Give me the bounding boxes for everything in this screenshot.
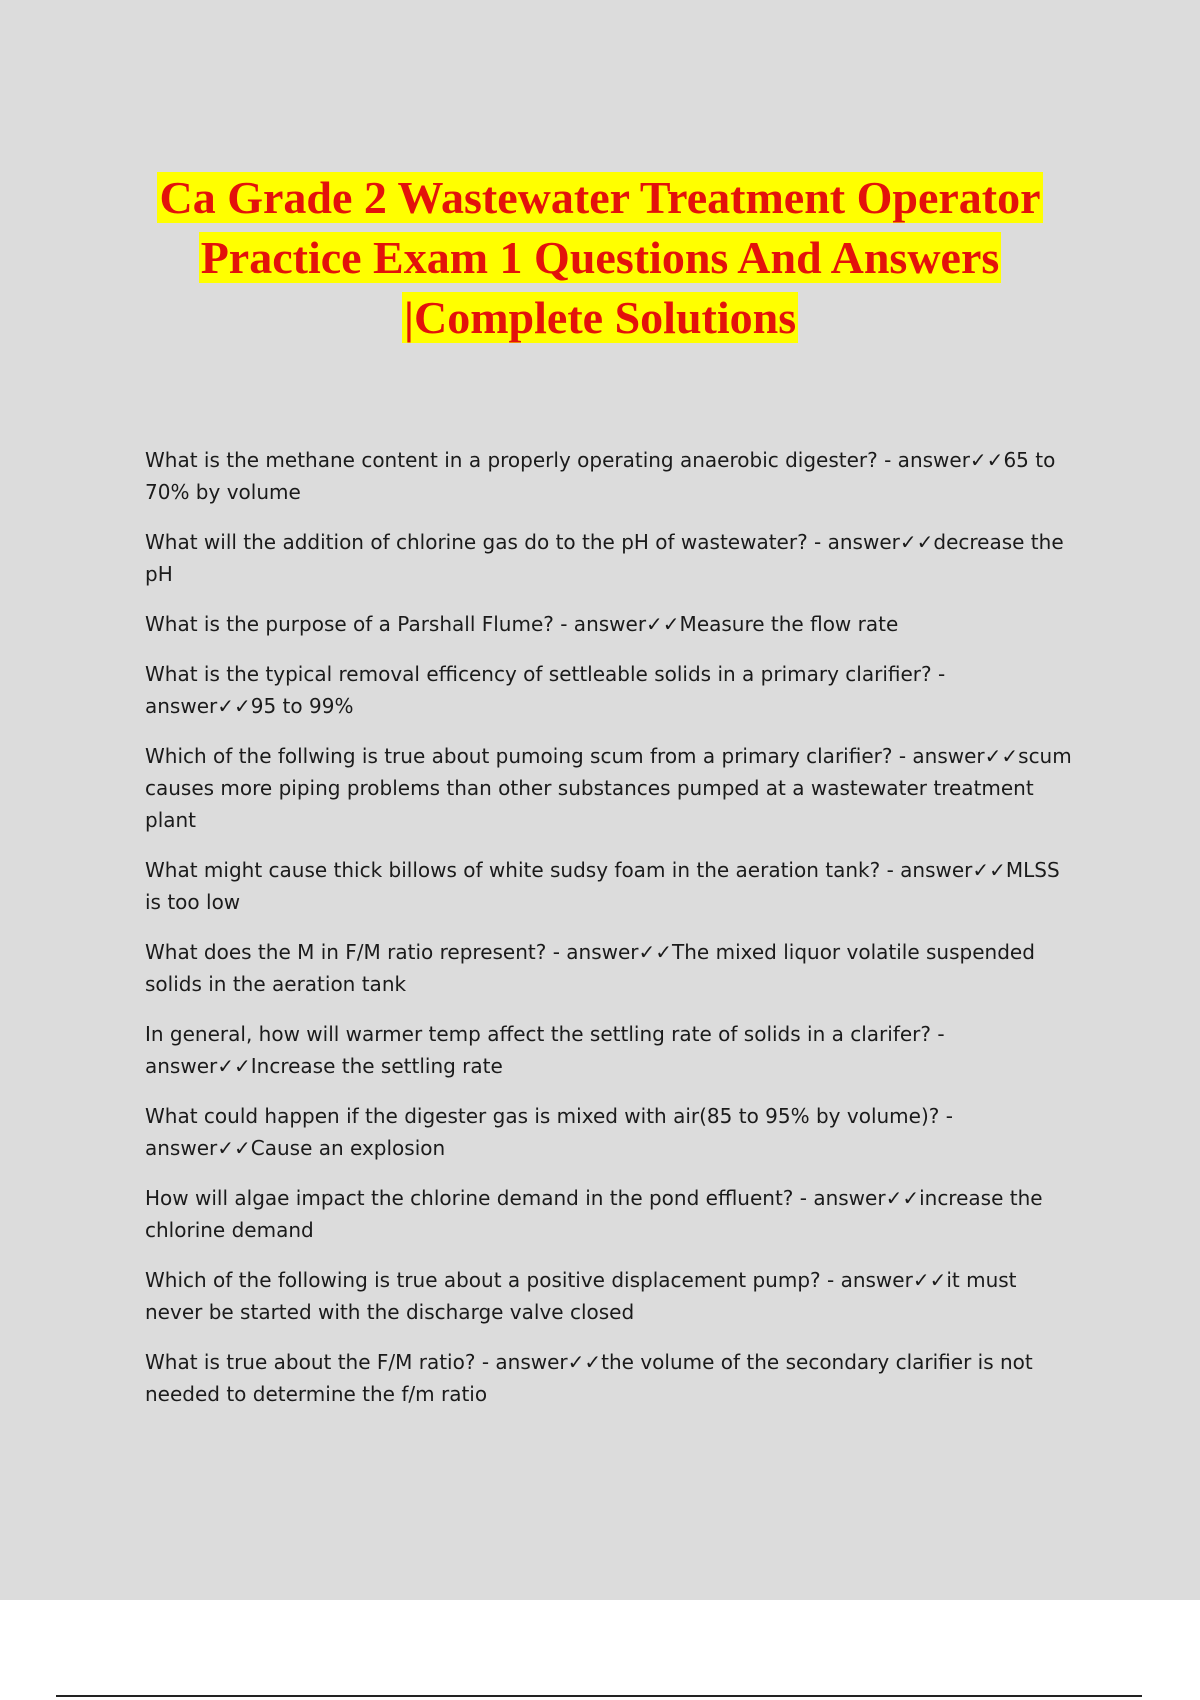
qa-item: What is true about the F/M ratio? - answer✓✓the volume of the secondary clarifier is not needed to determine the f/m ratio [145, 1350, 1033, 1406]
title-line-2-text: Practice Exam 1 Questions And Answers [200, 232, 1000, 283]
title-line-2 [60, 228, 1140, 288]
title-line-1-text: Ca Grade 2 Wastewater Treatment Operator [159, 172, 1041, 223]
qa-item: What does the M in F/M ratio represent? - answer✓✓The mixed liquor volatile suspended solids in the aeration tank [145, 940, 1035, 996]
qa-item: Which of the follwing is true about pumoing scum from a primary clarifier? - answer✓✓scum causes more piping problems than other substances pumped at a wastewater treatment plant [145, 744, 1072, 832]
qa-item: What is the typical removal efficency of settleable solids in a primary clarifier? - answer✓✓95 to 99% [145, 662, 946, 718]
qa-item: Which of the following is true about a positive displacement pump? - answer✓✓it must never be started with the discharge valve closed [145, 1268, 1017, 1324]
title-line-3-text: |Complete Solutions [403, 292, 797, 343]
qa-item: How will algae impact the chlorine demand in the pond effluent? - answer✓✓increase the chlorine demand [145, 1186, 1043, 1242]
question-answer-list [145, 444, 1075, 1428]
title-line-1 [60, 168, 1140, 228]
bottom-divider [56, 1695, 1142, 1697]
title-line-3 [60, 288, 1140, 348]
qa-item: What could happen if the digester gas is mixed with air(85 to 95% by volume)? - answer✓✓Cause an explosion [145, 1104, 953, 1160]
qa-item: In general, how will warmer temp affect the settling rate of solids in a clarifer? - answer✓✓Increase the settling rate [145, 1022, 945, 1078]
qa-item: What is the purpose of a Parshall Flume? - answer✓✓Measure the flow rate [145, 612, 899, 636]
qa-item: What might cause thick billows of white sudsy foam in the aeration tank? - answer✓✓MLSS is too low [145, 858, 1060, 914]
qa-item: What will the addition of chlorine gas do to the pH of wastewater? - answer✓✓decrease the pH [145, 530, 1064, 586]
qa-item: What is the methane content in a properly operating anaerobic digester? - answer✓✓65 to 70% by volume [145, 448, 1056, 504]
document-title [60, 168, 1140, 348]
